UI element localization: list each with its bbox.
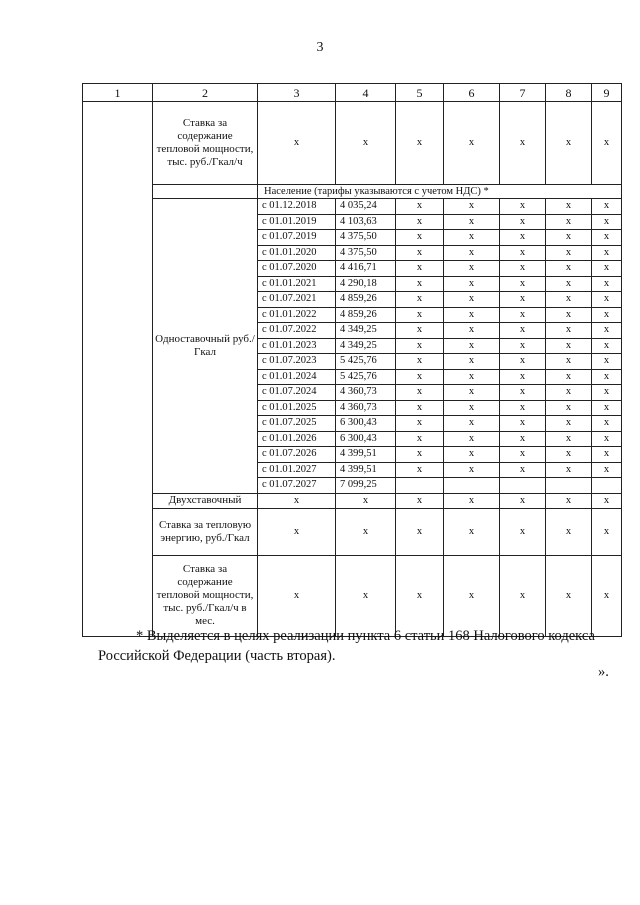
- group-cell: [83, 102, 153, 637]
- date-cell: с 01.01.2019: [258, 214, 336, 230]
- date-cell: с 01.07.2027: [258, 478, 336, 494]
- table-cell: х: [500, 102, 546, 185]
- table-cell: х: [444, 245, 500, 261]
- footnote: * Выделяется в целях реализации пункта 6 статьи 168 Налогового кодекса Российской Федерации (часть вторая).: [98, 628, 595, 664]
- table-cell: х: [444, 354, 500, 370]
- value-cell: 4 375,50: [336, 230, 396, 246]
- value-cell: 4 859,26: [336, 292, 396, 308]
- table-cell: х: [592, 493, 622, 508]
- value-cell: 4 103,63: [336, 214, 396, 230]
- table-cell: х: [546, 385, 592, 401]
- table-cell: х: [444, 508, 500, 555]
- table-cell: х: [592, 230, 622, 246]
- header-cell: 3: [258, 84, 336, 102]
- table-cell: х: [336, 493, 396, 508]
- table-cell: х: [546, 555, 592, 636]
- header-cell: 5: [396, 84, 444, 102]
- value-cell: 4 399,51: [336, 447, 396, 463]
- row-label: Ставка за содержание тепловой мощности, тыс. руб./Гкал/ч в мес.: [153, 555, 258, 636]
- table-cell: х: [592, 369, 622, 385]
- table-cell: х: [592, 276, 622, 292]
- table-cell: х: [500, 493, 546, 508]
- table-cell: х: [500, 199, 546, 215]
- table-cell: х: [592, 354, 622, 370]
- table-cell: х: [444, 555, 500, 636]
- value-cell: 4 035,24: [336, 199, 396, 215]
- date-cell: с 01.07.2019: [258, 230, 336, 246]
- table-cell: х: [444, 385, 500, 401]
- table-cell: х: [396, 261, 444, 277]
- table-cell: х: [592, 508, 622, 555]
- table-cell: х: [546, 230, 592, 246]
- table-cell: х: [500, 230, 546, 246]
- capacity-rate-row: [83, 102, 622, 185]
- table-cell: х: [592, 292, 622, 308]
- table-cell: х: [592, 447, 622, 463]
- table-cell: х: [444, 400, 500, 416]
- table-cell: х: [396, 102, 444, 185]
- table-cell: х: [546, 354, 592, 370]
- date-cell: с 01.07.2022: [258, 323, 336, 339]
- table-cell: х: [444, 323, 500, 339]
- table-cell: [396, 478, 444, 494]
- table-cell: х: [500, 338, 546, 354]
- table-cell: х: [592, 307, 622, 323]
- table-cell: х: [396, 493, 444, 508]
- table-cell: х: [546, 369, 592, 385]
- table-cell: х: [258, 102, 336, 185]
- tariff-table-body: [83, 84, 622, 637]
- table-cell: х: [396, 555, 444, 636]
- table-cell: х: [396, 323, 444, 339]
- table-cell: х: [444, 292, 500, 308]
- date-cell: с 01.01.2022: [258, 307, 336, 323]
- table-cell: х: [546, 400, 592, 416]
- header-cell: 2: [153, 84, 258, 102]
- table-cell: х: [500, 354, 546, 370]
- population-label: Население (тарифы указываются с учетом НДС) *: [258, 185, 622, 199]
- table-cell: х: [592, 400, 622, 416]
- table-cell: х: [592, 245, 622, 261]
- value-cell: 6 300,43: [336, 431, 396, 447]
- table-cell: х: [396, 447, 444, 463]
- date-cell: с 01.01.2026: [258, 431, 336, 447]
- value-cell: 5 425,76: [336, 369, 396, 385]
- table-cell: х: [546, 307, 592, 323]
- table-cell: х: [444, 493, 500, 508]
- table-cell: х: [444, 369, 500, 385]
- row-label: Ставка за тепловую энергию, руб./Гкал: [153, 508, 258, 555]
- table-cell: х: [396, 245, 444, 261]
- date-cell: с 01.07.2020: [258, 261, 336, 277]
- table-cell: х: [336, 102, 396, 185]
- value-cell: 4 416,71: [336, 261, 396, 277]
- table-cell: х: [500, 214, 546, 230]
- header-cell: 7: [500, 84, 546, 102]
- table-cell: х: [500, 400, 546, 416]
- table-cell: х: [500, 276, 546, 292]
- heat-energy-row: [83, 508, 622, 555]
- row-label: Двухставочный: [153, 493, 258, 508]
- table-cell: х: [258, 508, 336, 555]
- table-cell: [592, 478, 622, 494]
- tariff-table: [82, 83, 622, 637]
- table-cell: х: [396, 338, 444, 354]
- table-cell: х: [500, 261, 546, 277]
- table-cell: х: [592, 323, 622, 339]
- two-rate-row: [83, 493, 622, 508]
- table-cell: х: [592, 431, 622, 447]
- value-cell: 4 859,26: [336, 307, 396, 323]
- table-cell: х: [396, 230, 444, 246]
- header-cell: 6: [444, 84, 500, 102]
- value-cell: 4 360,73: [336, 385, 396, 401]
- table-cell: х: [444, 102, 500, 185]
- date-cell: с 01.07.2024: [258, 385, 336, 401]
- date-cell: с 01.07.2023: [258, 354, 336, 370]
- date-cell: с 01.01.2020: [258, 245, 336, 261]
- table-cell: х: [444, 338, 500, 354]
- closing-mark: ».: [598, 664, 609, 680]
- table-cell: х: [592, 199, 622, 215]
- table-cell: х: [500, 416, 546, 432]
- table-cell: х: [592, 338, 622, 354]
- table-cell: х: [546, 292, 592, 308]
- table-cell: х: [546, 493, 592, 508]
- table-cell: х: [258, 555, 336, 636]
- table-cell: х: [396, 400, 444, 416]
- table-cell: х: [396, 369, 444, 385]
- table-cell: х: [592, 385, 622, 401]
- header-cell: 9: [592, 84, 622, 102]
- date-cell: с 01.07.2025: [258, 416, 336, 432]
- table-cell: х: [592, 555, 622, 636]
- table-cell: х: [500, 369, 546, 385]
- table-cell: х: [336, 508, 396, 555]
- table-cell: х: [396, 214, 444, 230]
- value-cell: 5 425,76: [336, 354, 396, 370]
- table-cell: х: [546, 245, 592, 261]
- table-cell: х: [444, 199, 500, 215]
- table-cell: х: [396, 462, 444, 478]
- value-cell: 4 349,25: [336, 323, 396, 339]
- table-cell: х: [546, 323, 592, 339]
- value-cell: 4 360,73: [336, 400, 396, 416]
- row-label: Ставка за содержание тепловой мощности, тыс. руб./Гкал/ч: [153, 102, 258, 185]
- table-cell: х: [592, 416, 622, 432]
- date-cell: с 01.07.2026: [258, 447, 336, 463]
- table-cell: [444, 478, 500, 494]
- table-cell: х: [396, 385, 444, 401]
- table-cell: х: [546, 276, 592, 292]
- table-cell: х: [546, 416, 592, 432]
- table-cell: х: [444, 416, 500, 432]
- table-cell: х: [546, 431, 592, 447]
- table-cell: х: [396, 199, 444, 215]
- date-cell: с 01.01.2025: [258, 400, 336, 416]
- table-cell: х: [258, 493, 336, 508]
- table-cell: х: [546, 508, 592, 555]
- table-cell: х: [546, 462, 592, 478]
- table-cell: х: [396, 276, 444, 292]
- table-cell: х: [444, 447, 500, 463]
- table-cell: х: [500, 462, 546, 478]
- table-cell: х: [500, 292, 546, 308]
- header-cell: 4: [336, 84, 396, 102]
- date-cell: с 01.01.2024: [258, 369, 336, 385]
- value-cell: 4 399,51: [336, 462, 396, 478]
- table-cell: х: [592, 261, 622, 277]
- table-cell: х: [444, 462, 500, 478]
- header-cell: 8: [546, 84, 592, 102]
- table-cell: х: [546, 447, 592, 463]
- table-cell: х: [396, 292, 444, 308]
- tariff-row: [83, 199, 622, 215]
- table-cell: х: [444, 230, 500, 246]
- value-cell: 7 099,25: [336, 478, 396, 494]
- table-cell: х: [500, 447, 546, 463]
- blank-cell: [153, 185, 258, 199]
- table-cell: х: [500, 323, 546, 339]
- table-cell: х: [336, 555, 396, 636]
- table-cell: х: [500, 307, 546, 323]
- table-cell: х: [444, 307, 500, 323]
- table-cell: х: [444, 431, 500, 447]
- date-cell: с 01.01.2023: [258, 338, 336, 354]
- table-cell: [546, 478, 592, 494]
- table-cell: х: [546, 102, 592, 185]
- table-cell: х: [396, 431, 444, 447]
- table-cell: х: [500, 431, 546, 447]
- table-cell: х: [500, 555, 546, 636]
- table-cell: х: [592, 462, 622, 478]
- table-cell: х: [546, 214, 592, 230]
- date-cell: с 01.01.2021: [258, 276, 336, 292]
- table-cell: х: [500, 508, 546, 555]
- page-number: 3: [316, 40, 324, 55]
- date-cell: с 01.07.2021: [258, 292, 336, 308]
- table-cell: х: [396, 307, 444, 323]
- table-header-row: [83, 84, 622, 102]
- population-row: [83, 185, 622, 199]
- table-cell: х: [396, 416, 444, 432]
- single-rate-label: Одноставочный руб./Гкал: [153, 199, 258, 494]
- table-cell: х: [444, 276, 500, 292]
- table-cell: х: [546, 261, 592, 277]
- date-cell: с 01.01.2027: [258, 462, 336, 478]
- capacity-monthly-row: [83, 555, 622, 636]
- table-cell: х: [444, 261, 500, 277]
- table-cell: х: [546, 199, 592, 215]
- table-cell: х: [444, 214, 500, 230]
- value-cell: 4 290,18: [336, 276, 396, 292]
- table-cell: х: [396, 354, 444, 370]
- table-cell: х: [592, 102, 622, 185]
- value-cell: 4 349,25: [336, 338, 396, 354]
- table-cell: х: [500, 385, 546, 401]
- value-cell: 4 375,50: [336, 245, 396, 261]
- header-cell: 1: [83, 84, 153, 102]
- date-cell: с 01.12.2018: [258, 199, 336, 215]
- table-cell: [500, 478, 546, 494]
- table-cell: х: [500, 245, 546, 261]
- value-cell: 6 300,43: [336, 416, 396, 432]
- table-cell: х: [546, 338, 592, 354]
- table-cell: х: [396, 508, 444, 555]
- table-cell: х: [592, 214, 622, 230]
